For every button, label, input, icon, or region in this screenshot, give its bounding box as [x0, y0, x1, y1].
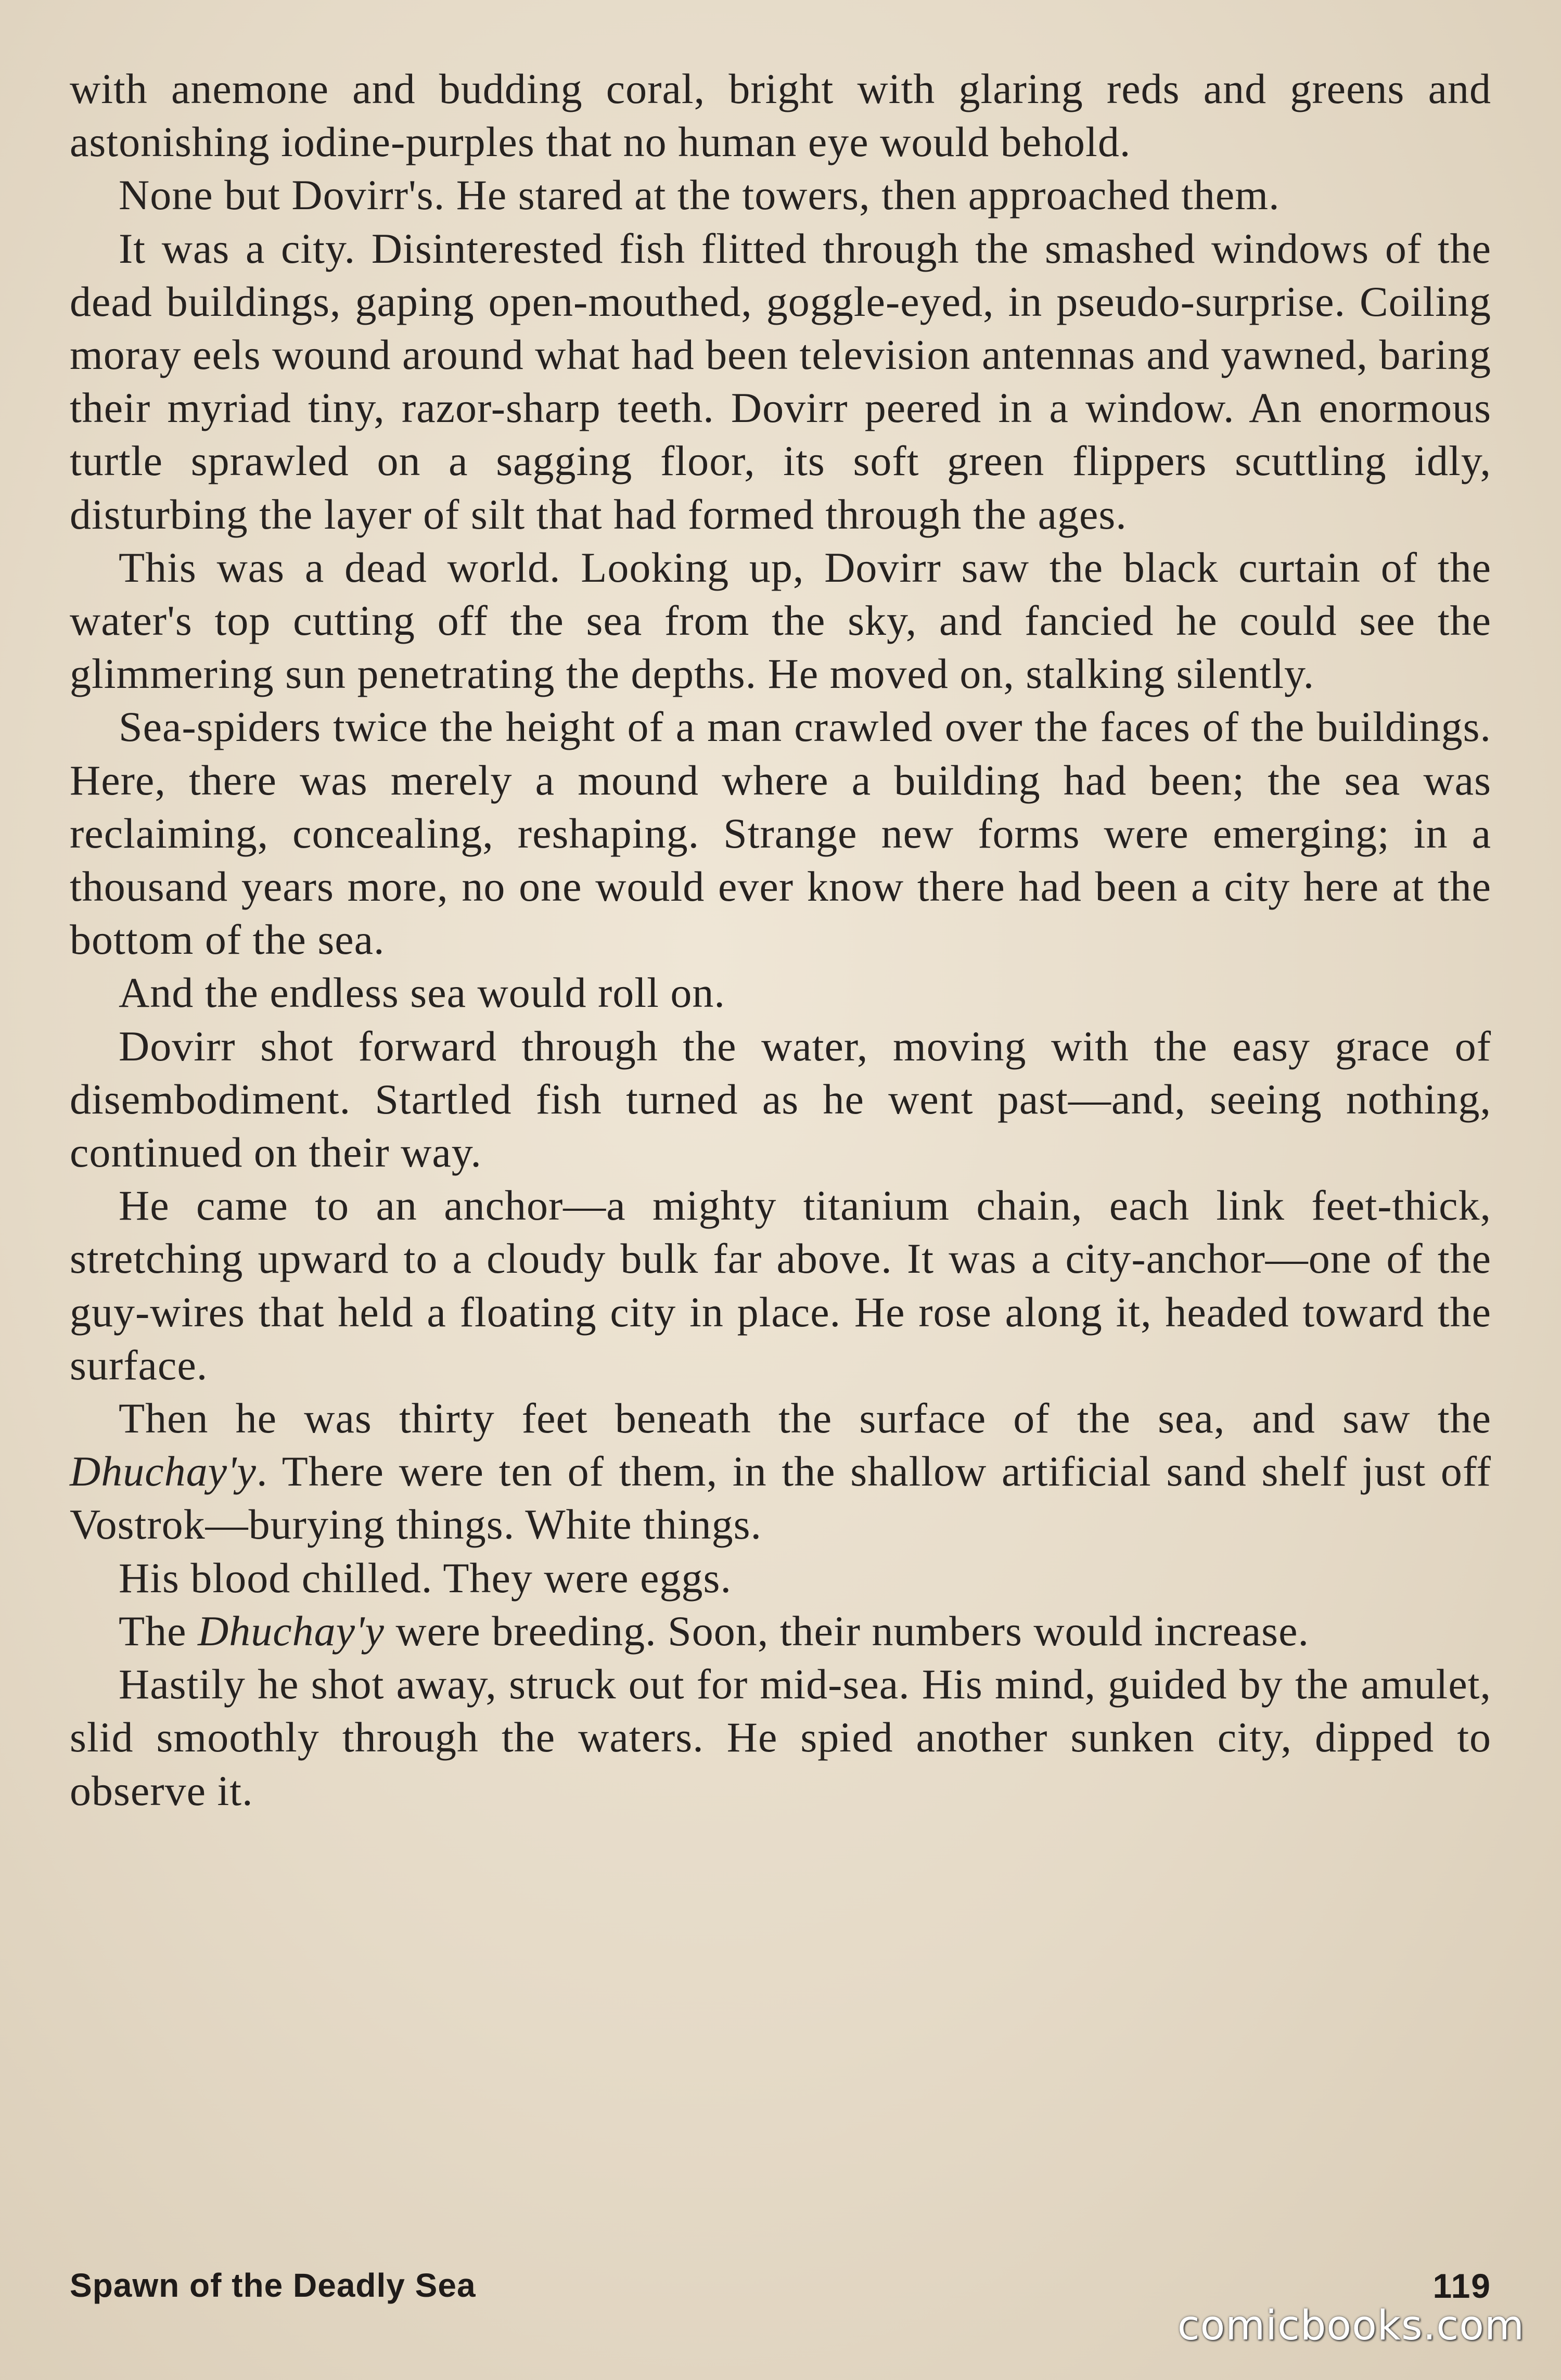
- text-run: The: [119, 1607, 198, 1655]
- italic-term: Dhuchay'y: [197, 1607, 385, 1655]
- text-run: Then he was thirty feet beneath the surface of the sea, and saw the: [119, 1394, 1491, 1442]
- body-text: [70, 62, 1491, 1818]
- paragraph: Dovirr shot forward through the water, moving with the easy grace of disembodiment. Startled fish turned as he went past—and, seeing nothing, continued on their way.: [70, 1022, 1491, 1176]
- paragraph: Sea-spiders twice the height of a man crawled over the faces of the buildings. Here, there was merely a mound where a building had been; the sea was reclaiming, concealing, reshaping. Strange new forms were emerging; in a thousand years more, no one would ever know there had been a city here at the bottom of the sea.: [70, 703, 1491, 964]
- running-title: Spawn of the Deadly Sea: [70, 2267, 476, 2304]
- paragraph: [70, 1392, 1491, 1552]
- italic-term: Dhuchay'y: [70, 1448, 257, 1495]
- text-run: were breeding. Soon, their numbers would increase.: [384, 1607, 1309, 1655]
- paragraph: His blood chilled. They were eggs.: [119, 1554, 732, 1602]
- paragraph: None but Dovirr's. He stared at the towers, then approached them.: [119, 171, 1280, 219]
- page-number: 119: [1432, 2267, 1491, 2305]
- paragraph: It was a city. Disinterested fish flitted through the smashed windows of the dead buildings, gaping open-mouthed, goggle-eyed, in pseudo-surprise. Coiling moray eels wound around what had been television antennas and yawned, baring their myriad tiny, razor-sharp teeth. Dovirr peered in a window. An enormous turtle sprawled on a sagging floor, its soft green flippers scuttling idly, disturbing the layer of silt that had formed through the ages.: [70, 224, 1491, 538]
- text-run: . There were ten of them, in the shallow artificial sand shelf just off Vostrok—burying things. White things.: [70, 1448, 1491, 1549]
- paragraph: [70, 1605, 1491, 1658]
- paragraph: with anemone and budding coral, bright with glaring reds and greens and astonishing iodine-purples that no human eye would behold.: [70, 65, 1491, 166]
- watermark: comicbooks.com: [1177, 2302, 1525, 2349]
- paragraph: He came to an anchor—a mighty titanium chain, each link feet-thick, stretching upward to a cloudy bulk far above. It was a city-anchor—one of the guy-wires that held a floating city in place. He rose along it, headed toward the surface.: [70, 1182, 1491, 1389]
- paragraph: Hastily he shot away, struck out for mid-sea. His mind, guided by the amulet, slid smoothly through the waters. He spied another sunken city, dipped to observe it.: [70, 1660, 1491, 1814]
- paragraph: This was a dead world. Looking up, Dovirr saw the black curtain of the water's top cutting off the sea from the sky, and fancied he could see the glimmering sun penetrating the depths. He moved on, stalking silently.: [70, 543, 1491, 698]
- paragraph: And the endless sea would roll on.: [119, 969, 725, 1017]
